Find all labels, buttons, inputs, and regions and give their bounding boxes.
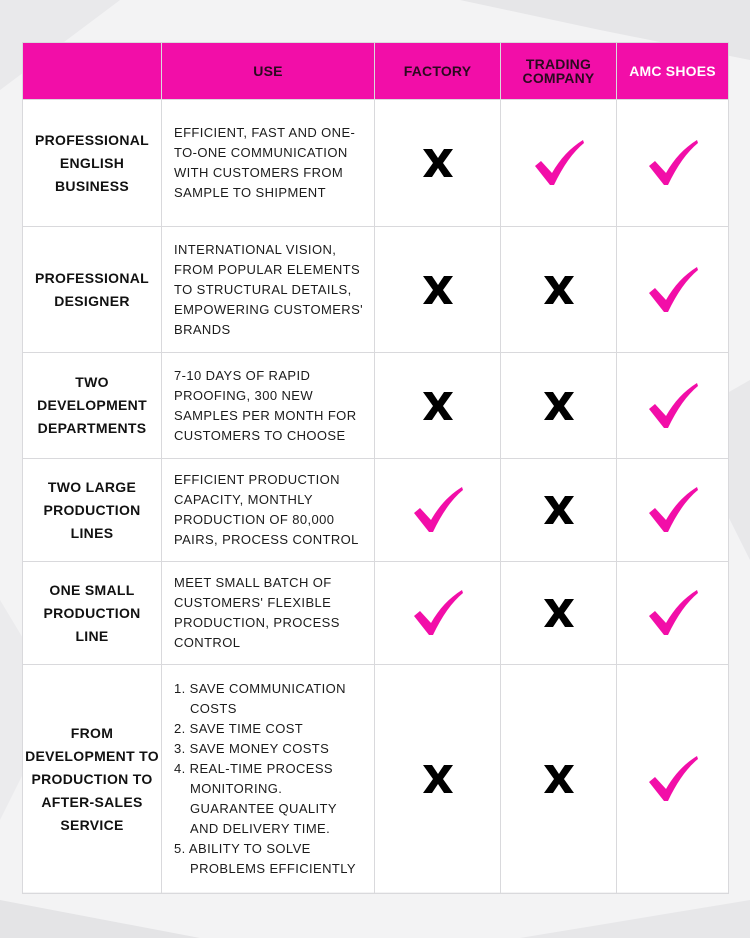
cross-icon — [422, 148, 454, 178]
factory-mark — [375, 665, 501, 894]
use-description: INTERNATIONAL VISION, FROM POPULAR ELEMENTS TO STRUCTURAL DETAILS, EMPOWERING CUSTOMERS' BRANDS — [162, 227, 375, 353]
use-description: 7-10 DAYS OF RAPID PROOFING, 300 NEW SAMPLES PER MONTH FOR CUSTOMERS TO CHOOSE — [162, 353, 375, 459]
feature-label: FROM DEVELOPMENT TO PRODUCTION TO AFTER-SALES SERVICE — [23, 665, 162, 894]
comparison-table — [22, 42, 728, 892]
factory-mark — [375, 562, 501, 665]
amc-shoes-mark — [617, 353, 729, 459]
trading-company-mark — [501, 562, 617, 665]
use-description: EFFICIENT PRODUCTION CAPACITY, MONTHLY PRODUCTION OF 80,000 PAIRS, PROCESS CONTROL — [162, 459, 375, 562]
trading-company-mark — [501, 353, 617, 459]
check-icon — [647, 139, 699, 187]
factory-mark — [375, 100, 501, 227]
trading-company-mark — [501, 459, 617, 562]
cross-icon — [543, 275, 575, 305]
factory-mark — [375, 227, 501, 353]
amc-shoes-mark — [617, 665, 729, 894]
use-list-item: 4. REAL-TIME PROCESS MONITORING. GUARANTEE QUALITY AND DELIVERY TIME. — [174, 761, 337, 836]
amc-shoes-mark — [617, 459, 729, 562]
use-list-item: 5. ABILITY TO SOLVE PROBLEMS EFFICIENTLY — [174, 841, 356, 876]
use-description: EFFICIENT, FAST AND ONE-TO-ONE COMMUNICATION WITH CUSTOMERS FROM SAMPLE TO SHIPMENT — [162, 100, 375, 227]
cross-icon — [543, 598, 575, 628]
trading-company-mark — [501, 227, 617, 353]
factory-mark — [375, 459, 501, 562]
cross-icon — [543, 391, 575, 421]
cross-icon — [543, 764, 575, 794]
use-list-item: 2. SAVE TIME COST — [174, 721, 304, 736]
cross-icon — [543, 495, 575, 525]
amc-shoes-mark — [617, 227, 729, 353]
feature-label: TWO LARGE PRODUCTION LINES — [23, 459, 162, 562]
amc-shoes-mark — [617, 100, 729, 227]
table-row — [23, 665, 729, 894]
cross-icon — [422, 764, 454, 794]
table-row — [23, 459, 729, 562]
amc-shoes-mark — [617, 562, 729, 665]
cross-icon — [422, 275, 454, 305]
use-list-item: 3. SAVE MONEY COSTS — [174, 741, 330, 756]
feature-label: PROFESSIONAL ENGLISH BUSINESS — [23, 100, 162, 227]
header-factory: FACTORY — [375, 43, 501, 100]
feature-label: TWO DEVELOPMENT DEPARTMENTS — [23, 353, 162, 459]
header-trading-company: TRADING COMPANY — [501, 43, 617, 100]
check-icon — [647, 266, 699, 314]
use-description-list — [162, 665, 375, 894]
trading-company-mark — [501, 665, 617, 894]
table-row — [23, 227, 729, 353]
feature-label: PROFESSIONAL DESIGNER — [23, 227, 162, 353]
header-corner — [23, 43, 162, 100]
header-row — [23, 43, 729, 100]
check-icon — [647, 486, 699, 534]
check-icon — [647, 589, 699, 637]
feature-label: ONE SMALL PRODUCTION LINE — [23, 562, 162, 665]
use-list-item: 1. SAVE COMMUNICATION COSTS — [174, 681, 346, 716]
factory-mark — [375, 353, 501, 459]
table-row — [23, 100, 729, 227]
trading-company-mark — [501, 100, 617, 227]
header-amc-shoes: AMC SHOES — [617, 43, 729, 100]
check-icon — [412, 486, 464, 534]
table-row — [23, 353, 729, 459]
header-use: USE — [162, 43, 375, 100]
check-icon — [647, 755, 699, 803]
check-icon — [647, 382, 699, 430]
use-description: MEET SMALL BATCH OF CUSTOMERS' FLEXIBLE PRODUCTION, PROCESS CONTROL — [162, 562, 375, 665]
check-icon — [533, 139, 585, 187]
check-icon — [412, 589, 464, 637]
table-row — [23, 562, 729, 665]
cross-icon — [422, 391, 454, 421]
